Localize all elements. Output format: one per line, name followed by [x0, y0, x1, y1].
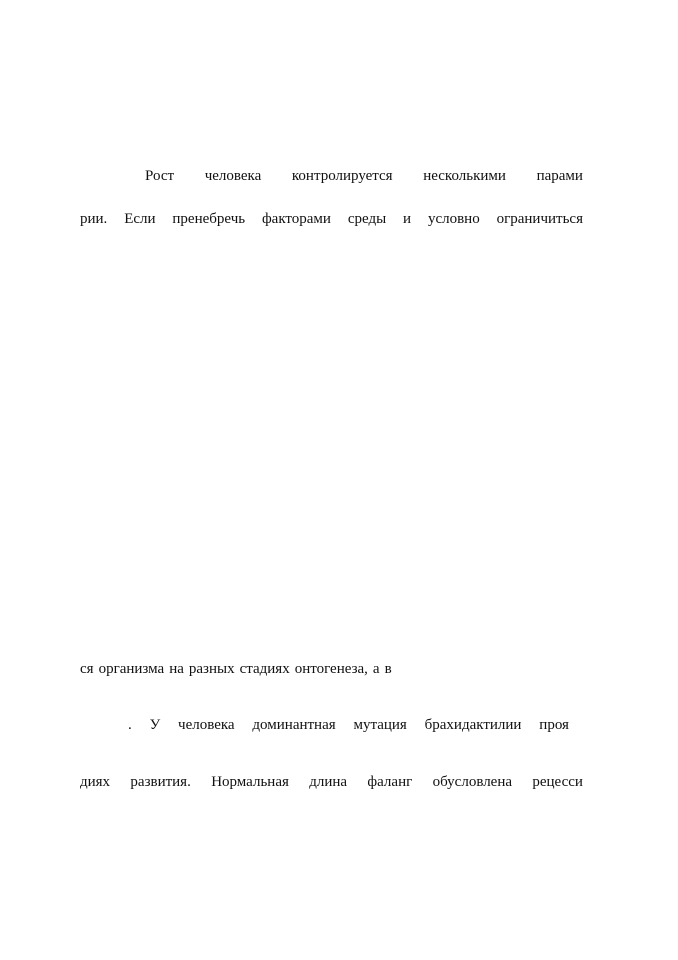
word: стадиях [239, 661, 290, 677]
word: разных [188, 661, 235, 677]
text-line-4 [128, 716, 569, 734]
word: брахидактилии [424, 717, 522, 733]
text-line-1 [80, 167, 583, 185]
word: развития. [130, 774, 191, 790]
word: рецесси [532, 774, 583, 790]
word: контролируется [291, 168, 393, 184]
word: обусловлена [432, 774, 513, 790]
word: фаланг [367, 774, 413, 790]
word: несколькими [423, 168, 506, 184]
word: Рост [145, 168, 175, 184]
word: мутация [353, 717, 407, 733]
word: У [149, 717, 161, 733]
word: в [384, 661, 392, 677]
word: а [372, 661, 380, 677]
word: длина [309, 774, 348, 790]
word: доминантная [252, 717, 336, 733]
text-line-3 [80, 660, 583, 678]
word: Если [124, 211, 156, 227]
word: человека [204, 168, 262, 184]
word: пренебречь [172, 211, 246, 227]
word: проя [539, 717, 569, 733]
word: среды [347, 211, 387, 227]
word: на [169, 661, 184, 677]
word: условно [427, 211, 480, 227]
word: . [128, 717, 132, 733]
word: парами [536, 168, 583, 184]
word: диях [80, 774, 111, 790]
word: ся [80, 661, 94, 677]
text-line-5 [80, 773, 583, 791]
word: и [403, 211, 412, 227]
word: ограничиться [496, 211, 583, 227]
word: факторами [261, 211, 331, 227]
word: Нормальная [211, 774, 289, 790]
text-line-2 [80, 210, 583, 228]
word: рии. [80, 211, 108, 227]
word: организма [98, 661, 165, 677]
word: человека [178, 717, 235, 733]
word: онтогенеза, [294, 661, 368, 677]
